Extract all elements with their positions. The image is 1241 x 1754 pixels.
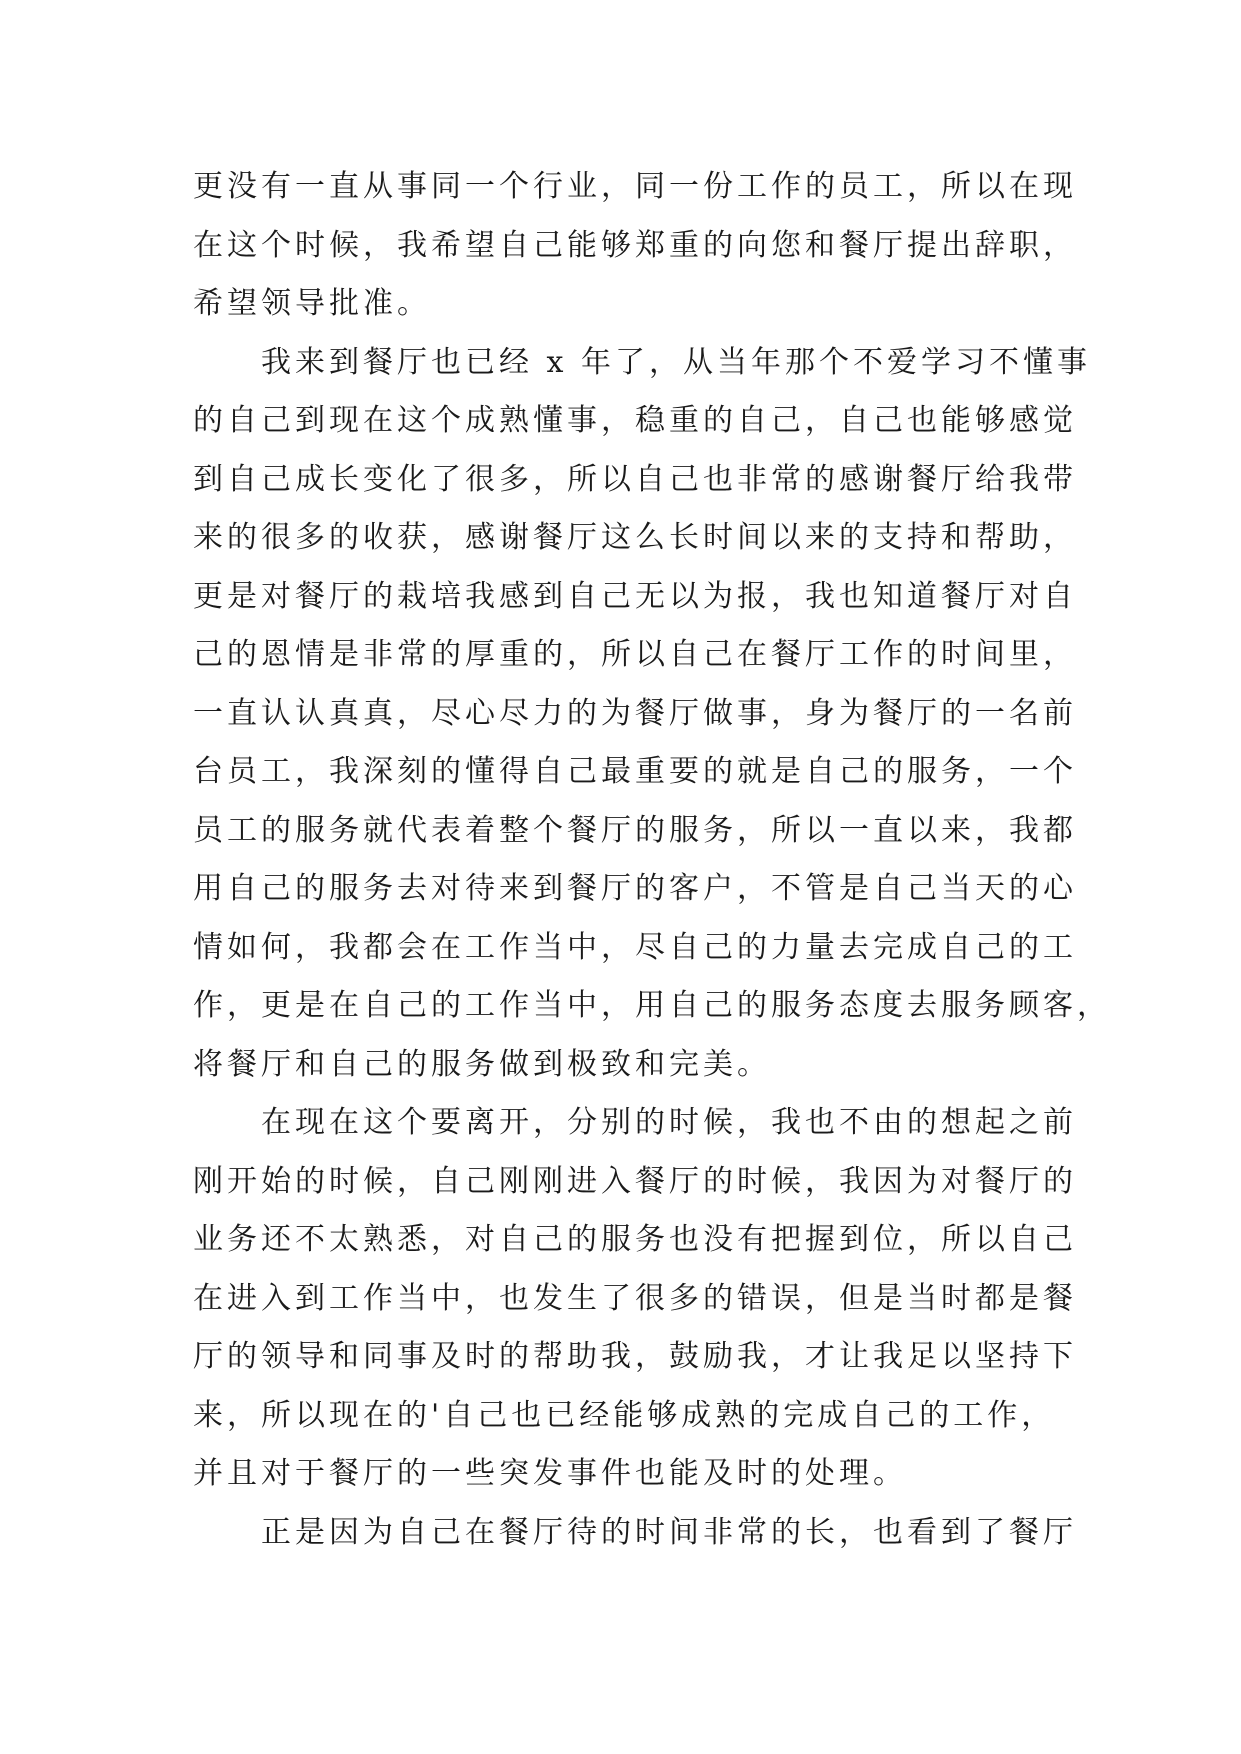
text-line: 更是对餐厅的栽培我感到自己无以为报，我也知道餐厅对自 (193, 578, 1077, 614)
text-line: 将餐厅和自己的服务做到极致和完美。 (193, 1046, 771, 1082)
text-line: 情如何，我都会在工作当中，尽自己的力量去完成自己的工 (193, 929, 1077, 965)
text-line: 来，所以现在的'自己也已经能够成熟的完成自己的工作， (193, 1397, 1056, 1433)
text-line: 更没有一直从事同一个行业，同一份工作的员工，所以在现 (193, 169, 1077, 204)
text-line: 在进入到工作当中，也发生了很多的错误，但是当时都是餐 (193, 1280, 1077, 1316)
text-line: 希望领导批准。 (193, 286, 431, 321)
text-line: 的自己到现在这个成熟懂事，稳重的自己，自己也能够感觉 (193, 403, 1077, 438)
text-line: 用自己的服务去对待来到餐厅的客户，不管是自己当天的心 (193, 871, 1077, 906)
text-line: 刚开始的时候，自己刚刚进入餐厅的时候，我因为对餐厅的 (193, 1163, 1077, 1199)
text-line: 员工的服务就代表着整个餐厅的服务，所以一直以来，我都 (193, 812, 1077, 848)
text-line: 业务还不太熟悉，对自己的服务也没有把握到位，所以自己 (193, 1222, 1077, 1257)
text-line: 到自己成长变化了很多，所以自己也非常的感谢餐厅给我带 (193, 461, 1077, 497)
text-line: 作，更是在自己的工作当中，用自己的服务态度去服务顾客， (193, 988, 1111, 1023)
text-line: 厅的领导和同事及时的帮助我，鼓励我，才让我足以坚持下 (193, 1339, 1077, 1374)
text-line: 在这个时候，我希望自己能够郑重的向您和餐厅提出辞职， (193, 227, 1077, 263)
paragraph (193, 158, 1077, 334)
body-text (193, 158, 1111, 1562)
paragraph (193, 334, 1111, 1095)
text-line: 台员工，我深刻的懂得自己最重要的就是自己的服务，一个 (193, 754, 1077, 789)
paragraph (193, 1504, 1077, 1563)
text-line: 来的很多的收获，感谢餐厅这么长时间以来的支持和帮助， (193, 520, 1077, 555)
text-line: 一直认认真真，尽心尽力的为餐厅做事，身为餐厅的一名前 (193, 695, 1077, 731)
text-line: 我来到餐厅也已经 x 年了，从当年那个不爱学习不懂事 (261, 344, 1091, 380)
text-line: 在现在这个要离开，分别的时候，我也不由的想起之前 (261, 1105, 1077, 1140)
text-line: 正是因为自己在餐厅待的时间非常的长，也看到了餐厅 (261, 1514, 1077, 1550)
paragraph (193, 1094, 1077, 1504)
text-line: 己的恩情是非常的厚重的，所以自己在餐厅工作的时间里， (193, 637, 1077, 672)
text-line: 并且对于餐厅的一些突发事件也能及时的处理。 (193, 1456, 907, 1491)
